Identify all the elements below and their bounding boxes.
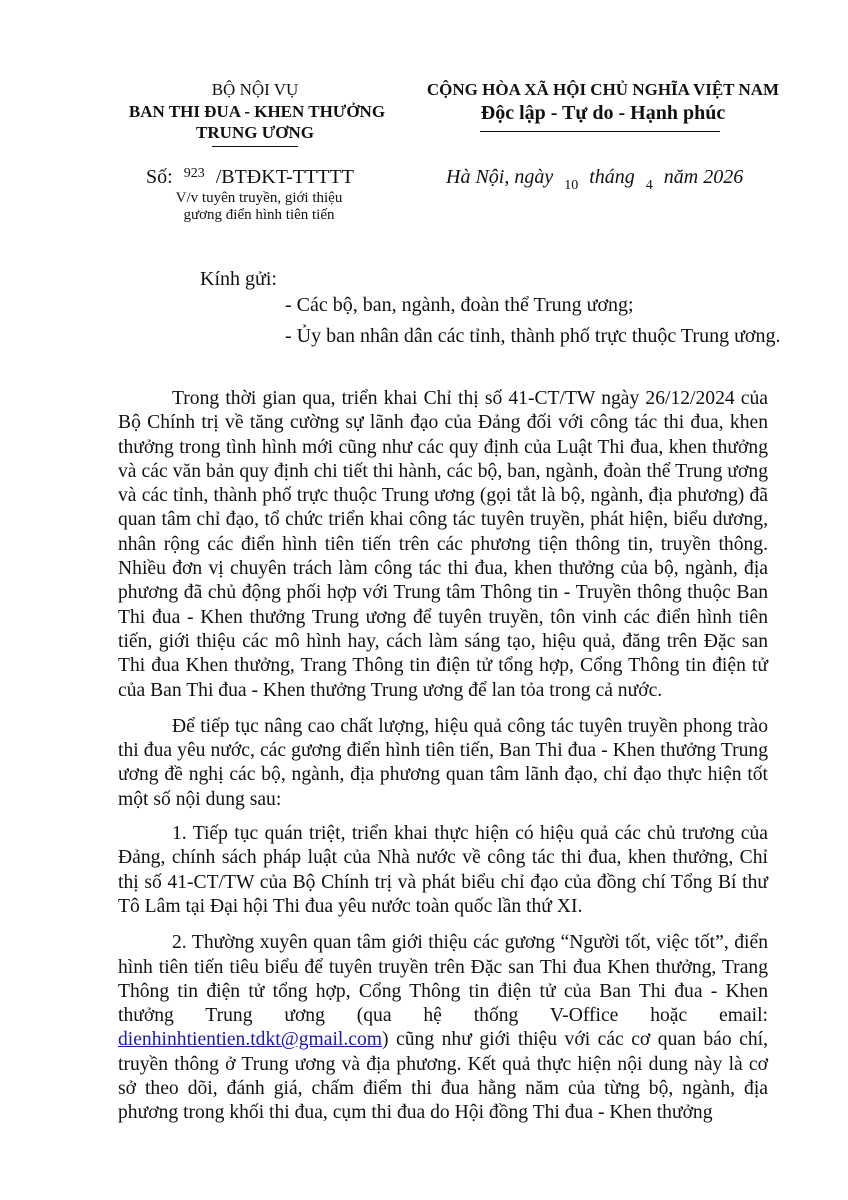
national-motto: Độc lập - Tự do - Hạnh phúc bbox=[480, 102, 726, 124]
body-paragraph-4 bbox=[118, 931, 768, 1125]
subject-line-1: V/v tuyên truyền, giới thiệu bbox=[175, 190, 343, 206]
date-place: Hà Nội, ngày bbox=[446, 166, 554, 188]
document-date bbox=[446, 166, 744, 193]
subject-line-2: gương điển hình tiên tiến bbox=[183, 207, 335, 223]
header-underline-left bbox=[212, 146, 298, 147]
document-body bbox=[118, 387, 768, 1138]
date-month-label: tháng bbox=[589, 166, 635, 188]
date-year: năm 2026 bbox=[663, 166, 744, 188]
body-paragraph-2: Để tiếp tục nâng cao chất lượng, hiệu quả công tác tuyên truyền phong trào thi đua yêu nước, các gương điển hình tiên tiến, Ban Thi đua - Khen thưởng Trung ương đề nghị các bộ, ngành, địa phương quan tâm lãnh đạo, chỉ đạo thực hiện tốt một số nội dung sau: bbox=[118, 715, 768, 810]
number-prefix: Số: bbox=[146, 166, 173, 188]
committee-name-line2: TRUNG ƯƠNG bbox=[196, 123, 314, 142]
body-paragraph-1: Trong thời gian qua, triển khai Chỉ thị số 41-CT/TW ngày 26/12/2024 của Bộ Chính trị về tăng cường sự lãnh đạo của Đảng đối với công tác thi đua, khen thưởng trong tình hình mới cũng như các quy định của Luật Thi đua, khen thưởng và các văn bản quy định chi tiết thi hành, các bộ, ban, ngành, đoàn thể Trung ương và các tỉnh, thành phố trực thuộc Trung ương (gọi tắt là bộ, ngành, địa phương) đã quan tâm chỉ đạo, tổ chức triển khai công tác tuyên truyền, phát hiện, biểu dương, nhân rộng các điển hình tiên tiến trên các phương tiện thông tin, truyền thông. Nhiều đơn vị chuyên trách làm công tác thi đua, khen thưởng của bộ, ngành, địa phương đã chủ động phối hợp với Trung tâm Thông tin - Truyền thông thuộc Ban Thi đua - Khen thưởng Trung ương để tuyên truyền, tôn vinh các điển hình tiên tiến, giới thiệu các mô hình hay, cách làm sáng tạo, hiệu quả, đăng trên Đặc san Thi đua Khen thưởng, Trang Thông tin điện tử tổng hợp, Cổng Thông tin điện tử của Ban Thi đua - Khen thưởng Trung ương để lan tỏa trong cả nước. bbox=[118, 388, 768, 701]
header-underline-right bbox=[480, 131, 720, 132]
date-day: 10 bbox=[564, 178, 579, 193]
ministry-name: BỘ NỘI VỤ bbox=[211, 80, 299, 99]
recipient-item: - Các bộ, ban, ngành, đoàn thể Trung ương; bbox=[285, 294, 634, 316]
committee-name: BAN THI ĐUA - KHEN THƯỞNG bbox=[128, 102, 386, 121]
number-value: 923 bbox=[183, 166, 205, 181]
recipient-item: - Ủy ban nhân dân các tỉnh, thành phố trực thuộc Trung ương. bbox=[285, 325, 781, 347]
paragraph-4-text-end: ) cũng như giới thiệu với các cơ quan báo chí, truyền thông ở Trung ương và địa phương. Kết quả thực hiện nội dung này là cơ sở theo dõi, đánh giá, chấm điểm thi đua hằng năm của từng bộ, ngành, địa phương trong khối thi đua, cụm thi đua do Hội đồng Thi đua - Khen thưởng bbox=[118, 1029, 768, 1124]
document-number bbox=[146, 166, 354, 189]
recipients-greeting: Kính gửi: bbox=[200, 268, 277, 290]
date-month: 4 bbox=[645, 178, 653, 193]
number-code: /BTĐKT-TTTTT bbox=[215, 166, 354, 188]
body-paragraph-3: 1. Tiếp tục quán triệt, triển khai thực hiện có hiệu quả các chủ trương của Đảng, chính sách pháp luật của Nhà nước về công tác thi đua, khen thưởng, Chỉ thị số 41-CT/TW của Bộ Chính trị và phát biểu chỉ đạo của đồng chí Tổng Bí thư Tô Lâm tại Đại hội Thi đua yêu nước toàn quốc lần thứ XI. bbox=[118, 823, 768, 917]
paragraph-4-text-start: 2. Thường xuyên quan tâm giới thiệu các gương “Người tốt, việc tốt”, điển hình tiên tiến tiêu biểu để tuyên truyền trên Đặc san Thi đua Khen thưởng, Trang Thông tin điện tử tổng hợp, Cổng Thông tin điện tử của Ban Thi đua - Khen thưởng Trung ương (qua hệ thống V-Office hoặc email: bbox=[118, 932, 768, 1027]
document-subject bbox=[140, 190, 378, 224]
email-link[interactable]: dienhinhtientien.tdkt@gmail.com bbox=[118, 1029, 383, 1051]
national-title: CỘNG HÒA XÃ HỘI CHỦ NGHĨA VIỆT NAM bbox=[426, 80, 780, 99]
